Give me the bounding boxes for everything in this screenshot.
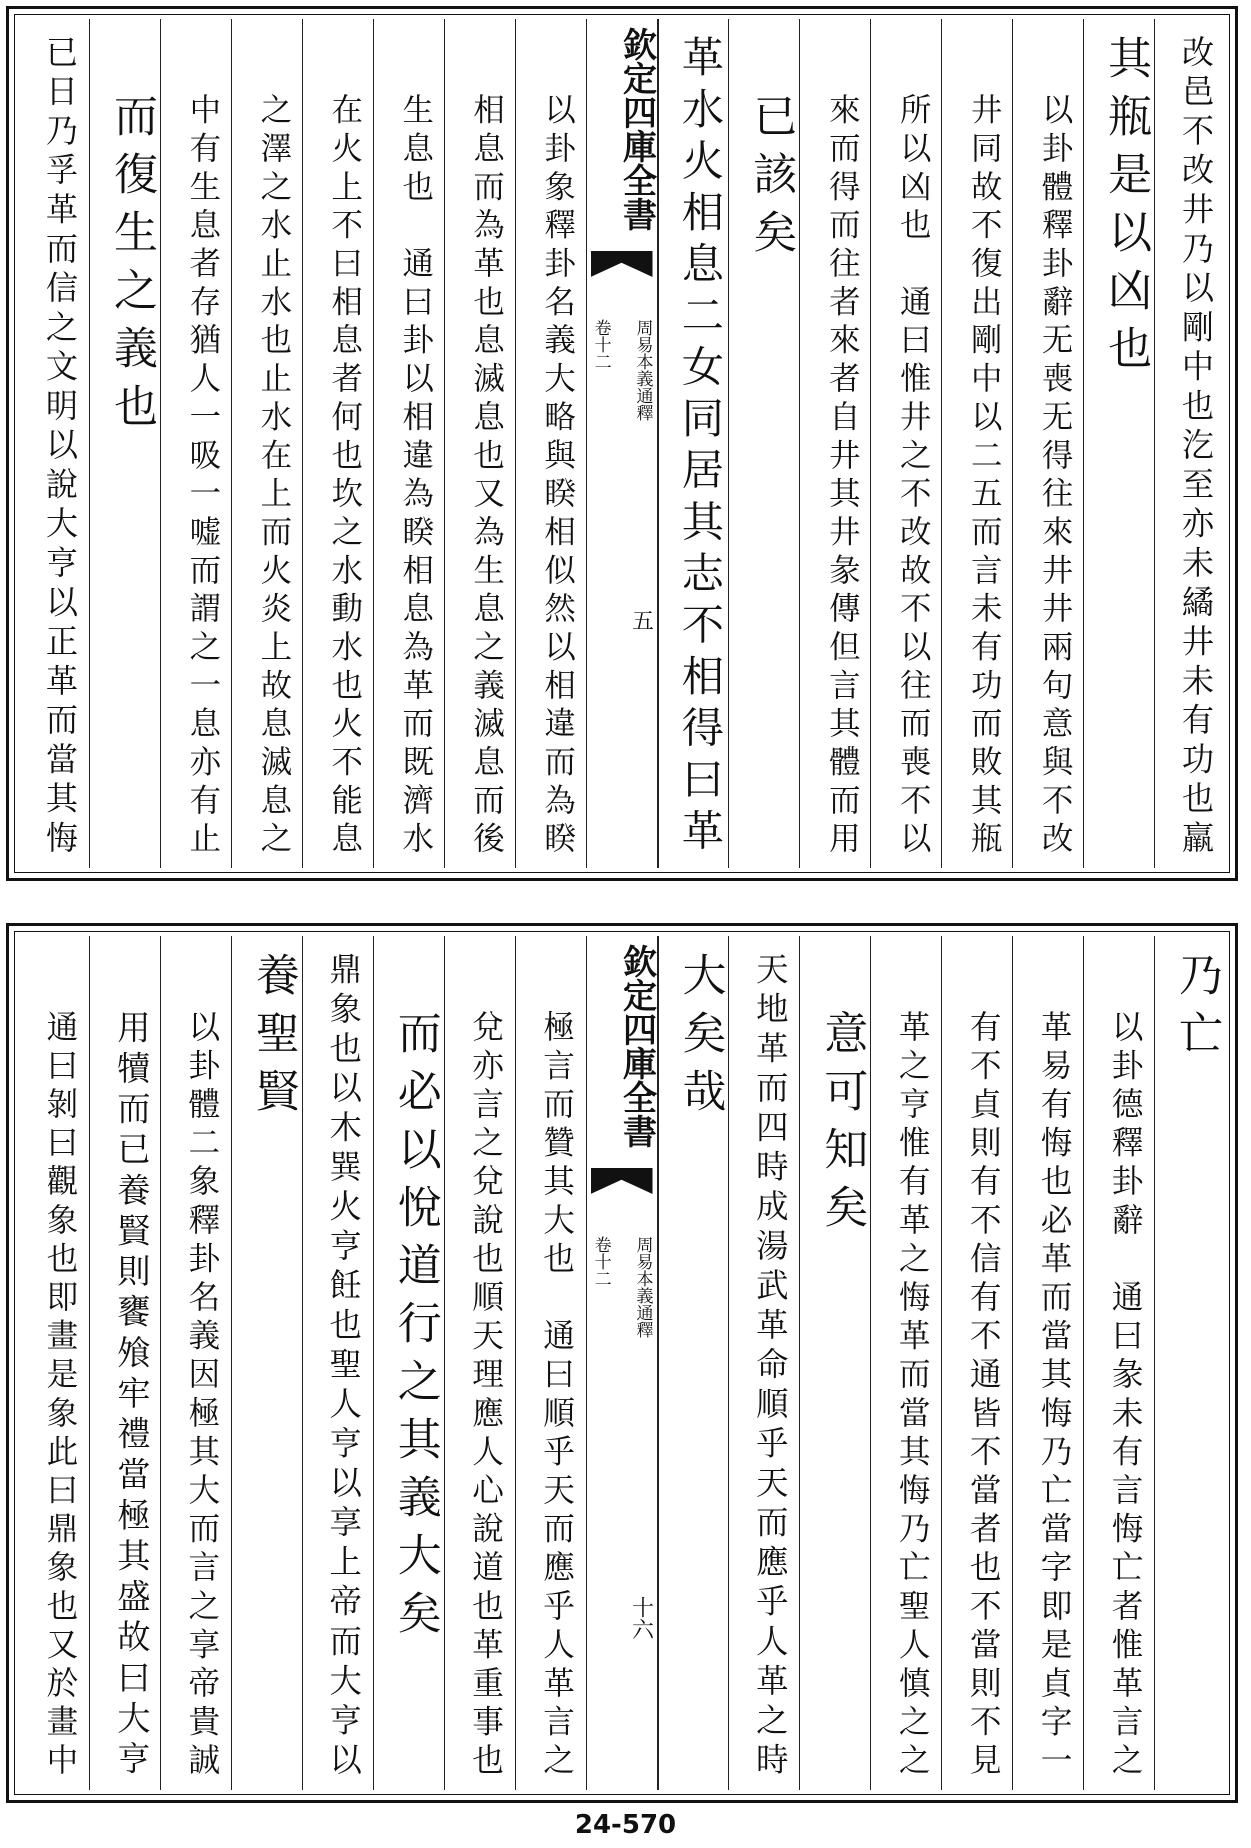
column-text: 鼎象也以木巽火亨飪也聖人亨以享上帝而大亨以	[324, 952, 363, 1782]
text-column	[19, 936, 89, 1790]
page-code: 24-570	[574, 1810, 677, 1840]
column-text: 而復生之義也	[105, 93, 157, 441]
column-text: 已日乃孚革而信之文明以說大亨以正革而當其悔	[41, 35, 79, 860]
text-column	[444, 936, 515, 1790]
text-column	[89, 936, 160, 1790]
text-column	[444, 19, 515, 868]
bottom-page-panel	[6, 923, 1238, 1803]
text-column	[19, 19, 89, 868]
column-text: 相息而為革也息滅息也又為生息之義滅息而後	[467, 93, 504, 860]
column-text: 其瓶是以凶也	[1100, 35, 1152, 383]
column-text: 以卦體二象釋卦名義因極其大而言之享帝貴誠	[183, 1010, 220, 1782]
text-column	[1083, 19, 1154, 868]
fishtail-mark	[591, 251, 653, 277]
book-title: 周易本義通釋	[632, 1236, 653, 1338]
top-text-columns	[19, 19, 1225, 868]
column-text: 已該矣	[745, 93, 797, 267]
column-text: 以卦象釋卦名義大略與睽相似然以相違而為睽	[538, 93, 575, 860]
center-fold	[586, 19, 658, 868]
column-text: 井同故不復出剛中以二五而言未有功而敗其瓶	[965, 93, 1002, 860]
column-text: 改邑不改井乃以剛中也汔至亦未繘井未有功也羸	[1177, 35, 1215, 860]
volume-label: 卷十二	[590, 319, 611, 370]
text-column	[658, 936, 729, 1790]
column-text: 有不貞則有不信有不通皆不當者也不當則不見	[965, 1010, 1002, 1782]
text-column	[870, 936, 941, 1790]
column-text: 極言而贊其大也 通曰順乎天而應乎人革言之	[538, 1010, 575, 1782]
text-column	[231, 19, 302, 868]
book-title: 周易本義通釋	[632, 319, 653, 421]
text-column	[941, 936, 1012, 1790]
column-text: 以卦德釋卦辭 通曰彖未有言悔亡者惟革言之	[1107, 1010, 1144, 1782]
text-column	[658, 19, 729, 868]
text-column	[799, 936, 870, 1790]
text-column	[231, 936, 302, 1790]
text-column	[160, 936, 231, 1790]
text-column	[941, 19, 1012, 868]
column-text: 養聖賢	[247, 952, 299, 1126]
text-column	[515, 19, 586, 868]
column-text: 在火上不曰相息者何也坎之水動水也火不能息	[325, 93, 362, 860]
bottom-text-columns	[19, 936, 1225, 1790]
column-text: 意可知矣	[816, 1010, 868, 1242]
column-text: 革水火相息二女同居其志不相得曰革	[675, 35, 725, 860]
text-column	[728, 936, 799, 1790]
column-text: 革易有悔也必革而當其悔乃亡當字即是貞字一	[1036, 1010, 1073, 1782]
column-text: 革之亨惟有革之悔革而當其悔乃亡聖人慎之之	[894, 1010, 931, 1782]
text-column	[799, 19, 870, 868]
text-column	[302, 936, 373, 1790]
text-column	[1154, 936, 1225, 1790]
column-text: 生息也 通曰卦以相違為睽相息為革而既濟水	[396, 93, 433, 860]
collection-title: 欽定四庫全書	[616, 944, 657, 1148]
column-text: 用犢而已養賢則饔飧牢禮當極其盛故曰大亨	[111, 1010, 151, 1782]
page-number: 五	[628, 609, 654, 631]
center-fold	[586, 936, 658, 1790]
text-column	[1012, 936, 1083, 1790]
fishtail-mark	[591, 1168, 653, 1194]
column-text: 來而得而往者來者自井其井彖傳但言其體而用	[823, 93, 860, 860]
text-column	[728, 19, 799, 868]
column-text: 之澤之水止水也止水在上而火炎上故息滅息之	[254, 93, 291, 860]
text-column	[160, 19, 231, 868]
text-column	[373, 19, 444, 868]
column-text: 以卦體釋卦辭无喪无得往來井井兩句意與不改	[1036, 93, 1073, 860]
text-column	[302, 19, 373, 868]
column-text: 中有生息者存猶人一吸一嘘而謂之一息亦有止	[183, 93, 220, 860]
text-column	[89, 19, 160, 868]
text-column	[1083, 936, 1154, 1790]
column-text: 天地革而四時成湯武革命順乎天而應乎人革之時	[751, 952, 790, 1782]
top-page-panel	[6, 6, 1238, 881]
text-column	[1154, 19, 1225, 868]
column-text: 所以凶也 通曰惟井之不改故不以往而喪不以	[894, 93, 931, 860]
text-column	[1012, 19, 1083, 868]
volume-label: 卷十二	[590, 1236, 611, 1287]
column-text: 兌亦言之兌說也順天理應人心說道也革重事也	[467, 1010, 504, 1782]
collection-title: 欽定四庫全書	[616, 27, 657, 231]
text-column	[515, 936, 586, 1790]
text-column	[373, 936, 444, 1790]
column-text: 而必以悅道行之其義大矣	[389, 1010, 441, 1648]
column-text: 乃亡	[1171, 952, 1222, 1068]
column-text: 大矣哉	[674, 952, 726, 1126]
page-number: 十六	[628, 1596, 654, 1640]
text-column	[870, 19, 941, 868]
column-text: 通曰剝曰觀象也即畫是象此曰鼎象也又於畫中	[42, 1010, 78, 1782]
